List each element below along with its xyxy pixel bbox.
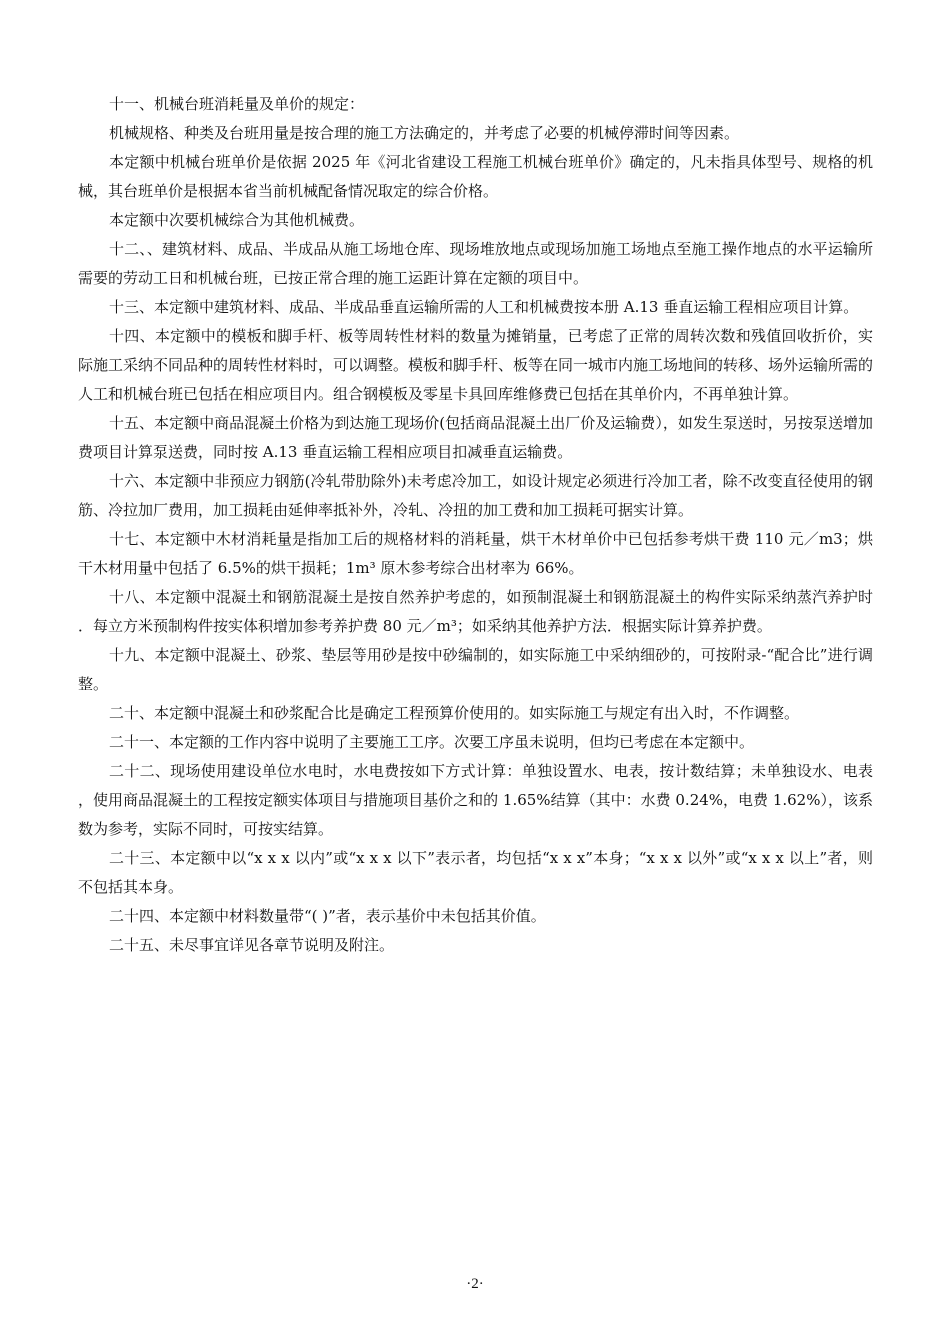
paragraph-machine-price: 本定额中机械台班单价是依据 2025 年《河北省建设工程施工机械台班单价》确定的，凡未指具体型号、规格的机械，其台班单价是根据本省当前机械配备情况取定的综合价格。 bbox=[78, 153, 873, 200]
paragraph-13: 十三、本定额中建筑材料、成品、半成品垂直运输所需的人工和机械费按本册 A.13 垂直运输工程相应项目计算。 bbox=[109, 298, 859, 316]
paragraph-15: 十五、本定额中商品混凝土价格为到达施工现场价(包括商品混凝土出厂价及运输费），如发生泵送时，另按泵送增加费项目计算泵送费，同时按 A.13 垂直运输工程相应项目扣减垂直运输费。 bbox=[78, 414, 873, 461]
paragraph-12: 十二、、建筑材料、成品、半成品从施工场地仓库、现场堆放地点或现场加施工场地点至施工操作地点的水平运输所需要的劳动工日和机械台班，已按正常合理的施工运距计算在定额的项目中。 bbox=[78, 240, 873, 287]
paragraph-20: 二十、本定额中混凝土和砂浆配合比是确定工程预算价使用的。如实际施工与规定有出入时，不作调整。 bbox=[109, 704, 800, 722]
paragraph-11-heading: 十一、机械台班消耗量及单价的规定： bbox=[109, 95, 365, 113]
paragraph-25: 二十五、未尽事宜详见各章节说明及附注。 bbox=[109, 936, 395, 954]
document-body bbox=[78, 90, 873, 960]
paragraph-minor-machine: 本定额中次要机械综合为其他机械费。 bbox=[109, 211, 365, 229]
paragraph-14: 十四、本定额中的模板和脚手杆、板等周转性材料的数量为摊销量，已考虑了正常的周转次数和残值回收折价，实际施工采纳不同品种的周转性材料时，可以调整。模板和脚手杆、板等在同一城市内施工场地间的转移、场外运输所需的人工和机械台班已包括在相应项目内。组合钢模板及零星卡具回库维修费已包括在其单价内，不再单独计算。 bbox=[78, 327, 874, 403]
paragraph-18: 十八、本定额中混凝土和钢筋混凝土是按自然养护考虑的，如预制混凝土和钢筋混凝土的构件实际采纳蒸汽养护时．每立方米预制构件按实体积增加参考养护费 80 元／m³；如采纳其他养护方法．根据实际计算养护费。 bbox=[78, 588, 873, 635]
paragraph-23: 二十三、本定额中以“x x x 以内”或“x x x 以下”表示者，均包括“x x x”本身；“x x x 以外”或“x x x 以上”者，则不包括其本身。 bbox=[78, 849, 873, 896]
paragraph-24: 二十四、本定额中材料数量带“( )”者，表示基价中未包括其价值。 bbox=[109, 907, 546, 925]
paragraph-21: 二十一、本定额的工作内容中说明了主要施工工序。次要工序虽未说明，但均已考虑在本定额中。 bbox=[109, 733, 755, 751]
paragraph-machine-spec: 机械规格、种类及台班用量是按合理的施工方法确定的，并考虑了必要的机械停滞时间等因素。 bbox=[109, 124, 740, 142]
page-number: ·2· bbox=[466, 1276, 484, 1292]
paragraph-17: 十七、本定额中木材消耗量是指加工后的规格材料的消耗量，烘干木材单价中已包括参考烘干费 110 元／m3；烘干木材用量中包括了 6.5%的烘干损耗；1m³ 原木参考综合出材率为 66%。 bbox=[78, 530, 873, 577]
paragraph-16: 十六、本定额中非预应力钢筋(冷轧带肋除外)未考虑冷加工，如设计规定必须进行冷加工者，除不改变直径使用的钢筋、冷拉加厂费用，加工损耗由延伸率抵补外，冷轧、冷扭的加工费和加工损耗可据实计算。 bbox=[78, 472, 873, 519]
paragraph-22: 二十二、现场使用建设单位水电时，水电费按如下方式计算：单独设置水、电表，按计数结算；未单独设水、电表，使用商品混凝土的工程按定额实体项目与措施项目基价之和的 1.65%结算（其中：水费 0.24%，电费 1.62%），该系数为参考，实际不同时，可按实结算。 bbox=[78, 762, 873, 838]
paragraph-19: 十九、本定额中混凝土、砂浆、垫层等用砂是按中砂编制的，如实际施工中采纳细砂的，可按附录-“配合比”进行调整。 bbox=[78, 646, 873, 693]
